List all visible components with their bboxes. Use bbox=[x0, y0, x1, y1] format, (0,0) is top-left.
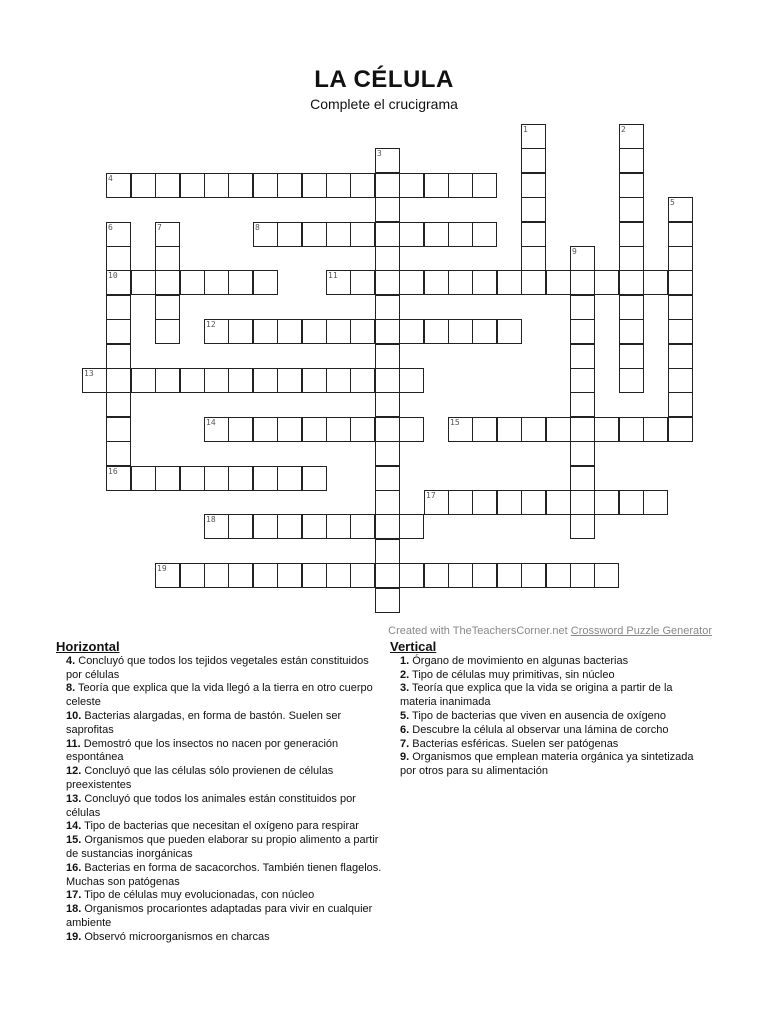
grid-cell[interactable] bbox=[326, 563, 351, 588]
grid-cell[interactable] bbox=[228, 319, 253, 344]
grid-cell[interactable] bbox=[399, 563, 424, 588]
horizontal-clue-list bbox=[56, 655, 386, 945]
grid-cell[interactable] bbox=[668, 392, 693, 417]
clue-number: 12 bbox=[206, 320, 216, 329]
grid-cell[interactable] bbox=[424, 173, 449, 198]
grid-cell[interactable] bbox=[228, 466, 253, 491]
grid-cell[interactable] bbox=[326, 417, 351, 442]
grid-cell[interactable] bbox=[253, 222, 278, 247]
grid-cell[interactable] bbox=[399, 222, 424, 247]
grid-cell[interactable] bbox=[302, 563, 327, 588]
grid-cell[interactable] bbox=[497, 490, 522, 515]
grid-cell[interactable] bbox=[253, 173, 278, 198]
grid-cell[interactable] bbox=[155, 270, 180, 295]
grid-cell[interactable] bbox=[350, 417, 375, 442]
grid-cell[interactable] bbox=[228, 563, 253, 588]
grid-cell[interactable] bbox=[277, 173, 302, 198]
grid-cell[interactable] bbox=[619, 490, 644, 515]
clue-text: Teoría que explica que la vida se origina a partir de la materia inanimada bbox=[400, 682, 673, 709]
grid-cell[interactable] bbox=[521, 490, 546, 515]
grid-cell[interactable] bbox=[619, 417, 644, 442]
grid-cell[interactable] bbox=[546, 563, 571, 588]
grid-cell[interactable] bbox=[521, 197, 546, 222]
grid-cell[interactable] bbox=[155, 466, 180, 491]
grid-cell[interactable] bbox=[472, 490, 497, 515]
grid-cell[interactable] bbox=[448, 319, 473, 344]
grid-cell[interactable] bbox=[399, 417, 424, 442]
clue-number: 17 bbox=[426, 491, 436, 500]
grid-cell[interactable] bbox=[204, 466, 229, 491]
grid-cell[interactable] bbox=[570, 441, 595, 466]
clue-item bbox=[56, 820, 386, 834]
grid-cell[interactable] bbox=[277, 222, 302, 247]
grid-cell[interactable] bbox=[375, 246, 400, 271]
grid-cell[interactable] bbox=[155, 319, 180, 344]
grid-cell[interactable] bbox=[302, 173, 327, 198]
grid-cell[interactable] bbox=[204, 368, 229, 393]
grid-cell[interactable] bbox=[594, 417, 619, 442]
grid-cell[interactable] bbox=[643, 270, 668, 295]
grid-cell[interactable] bbox=[204, 563, 229, 588]
grid-cell[interactable] bbox=[546, 417, 571, 442]
grid-cell[interactable] bbox=[155, 246, 180, 271]
grid-cell[interactable] bbox=[570, 490, 595, 515]
clue-text: Tipo de bacterias que necesitan el oxígeno para respirar bbox=[81, 820, 359, 833]
clue-number-label: 2. bbox=[400, 668, 410, 681]
grid-cell[interactable] bbox=[228, 173, 253, 198]
grid-cell[interactable] bbox=[424, 563, 449, 588]
grid-cell[interactable] bbox=[668, 319, 693, 344]
clue-text: Tipo de células muy evolucionadas, con núcleo bbox=[81, 889, 315, 902]
clue-item bbox=[390, 682, 710, 710]
grid-cell[interactable] bbox=[570, 246, 595, 271]
grid-cell[interactable] bbox=[253, 417, 278, 442]
grid-cell[interactable] bbox=[375, 222, 400, 247]
grid-cell[interactable] bbox=[497, 417, 522, 442]
clue-text: Concluyó que todos los tejidos vegetales están constituidos por células bbox=[66, 654, 369, 681]
grid-cell[interactable] bbox=[155, 173, 180, 198]
grid-cell[interactable] bbox=[375, 319, 400, 344]
clue-text: Organismos que emplean materia orgánica ya sintetizada por otros para su alimentación bbox=[400, 751, 694, 778]
clue-item bbox=[56, 682, 386, 710]
grid-cell[interactable] bbox=[570, 344, 595, 369]
grid-cell[interactable] bbox=[302, 222, 327, 247]
clue-number: 2 bbox=[621, 125, 626, 134]
grid-cell[interactable] bbox=[277, 368, 302, 393]
clue-item bbox=[56, 834, 386, 862]
grid-cell[interactable] bbox=[594, 490, 619, 515]
grid-cell[interactable] bbox=[277, 514, 302, 539]
grid-cell[interactable] bbox=[228, 270, 253, 295]
grid-cell[interactable] bbox=[448, 563, 473, 588]
clue-number: 19 bbox=[157, 564, 167, 573]
grid-cell[interactable] bbox=[131, 173, 156, 198]
clue-number-label: 14. bbox=[66, 820, 82, 833]
clue-number-label: 3. bbox=[400, 682, 410, 695]
clue-item bbox=[390, 655, 710, 669]
grid-cell[interactable] bbox=[668, 417, 693, 442]
clue-number-label: 5. bbox=[400, 709, 410, 722]
horizontal-clues bbox=[56, 640, 386, 945]
grid-cell[interactable] bbox=[521, 270, 546, 295]
grid-cell[interactable] bbox=[619, 173, 644, 198]
grid-cell[interactable] bbox=[326, 222, 351, 247]
grid-cell[interactable] bbox=[228, 368, 253, 393]
grid-cell[interactable] bbox=[106, 173, 131, 198]
grid-cell[interactable] bbox=[155, 563, 180, 588]
grid-cell[interactable] bbox=[521, 417, 546, 442]
clue-number-label: 18. bbox=[66, 903, 82, 916]
grid-cell[interactable] bbox=[106, 295, 131, 320]
grid-cell[interactable] bbox=[375, 368, 400, 393]
clue-item bbox=[56, 903, 386, 931]
clue-text: Organismos que pueden elaborar su propio alimento a partir de sustancias inorgánicas bbox=[66, 834, 379, 860]
grid-cell[interactable] bbox=[619, 124, 644, 149]
grid-cell[interactable] bbox=[375, 563, 400, 588]
grid-cell[interactable] bbox=[326, 514, 351, 539]
grid-cell[interactable] bbox=[277, 417, 302, 442]
clue-number-label: 4. bbox=[66, 654, 76, 667]
grid-cell[interactable] bbox=[424, 319, 449, 344]
grid-cell[interactable] bbox=[375, 466, 400, 491]
clue-number-label: 8. bbox=[66, 682, 76, 695]
clue-number: 6 bbox=[108, 223, 113, 232]
grid-cell[interactable] bbox=[472, 319, 497, 344]
grid-cell[interactable] bbox=[643, 490, 668, 515]
grid-cell[interactable] bbox=[448, 222, 473, 247]
grid-cell[interactable] bbox=[619, 319, 644, 344]
grid-cell[interactable] bbox=[253, 514, 278, 539]
clue-text: Teoría que explica que la vida llegó a la tierra en otro cuerpo celeste bbox=[66, 682, 373, 709]
grid-cell[interactable] bbox=[448, 490, 473, 515]
grid-cell[interactable] bbox=[521, 246, 546, 271]
page-title: LA CÉLULA bbox=[314, 66, 454, 93]
grid-cell[interactable] bbox=[350, 173, 375, 198]
clue-item bbox=[56, 793, 386, 821]
grid-cell[interactable] bbox=[399, 368, 424, 393]
grid-cell[interactable] bbox=[106, 319, 131, 344]
generator-link[interactable]: Crossword Puzzle Generator bbox=[570, 625, 712, 637]
grid-cell[interactable] bbox=[521, 124, 546, 149]
clue-text: Observó microorganismos en charcas bbox=[81, 930, 270, 943]
grid-cell[interactable] bbox=[204, 417, 229, 442]
grid-cell[interactable] bbox=[326, 270, 351, 295]
grid-cell[interactable] bbox=[253, 466, 278, 491]
grid-cell[interactable] bbox=[619, 295, 644, 320]
clue-item bbox=[56, 931, 386, 945]
clue-number-label: 6. bbox=[400, 723, 410, 736]
grid-cell[interactable] bbox=[448, 270, 473, 295]
clue-number-label: 12. bbox=[66, 765, 82, 778]
grid-cell[interactable] bbox=[399, 270, 424, 295]
grid-cell[interactable] bbox=[668, 344, 693, 369]
grid-cell[interactable] bbox=[546, 490, 571, 515]
grid-cell[interactable] bbox=[472, 563, 497, 588]
grid-cell[interactable] bbox=[204, 173, 229, 198]
grid-cell[interactable] bbox=[131, 270, 156, 295]
grid-cell[interactable] bbox=[106, 368, 131, 393]
clue-number-label: 17. bbox=[66, 889, 82, 902]
grid-cell[interactable] bbox=[570, 466, 595, 491]
grid-cell[interactable] bbox=[643, 417, 668, 442]
grid-cell[interactable] bbox=[375, 270, 400, 295]
grid-cell[interactable] bbox=[424, 490, 449, 515]
grid-cell[interactable] bbox=[253, 319, 278, 344]
grid-cell[interactable] bbox=[106, 466, 131, 491]
page-subtitle: Complete el crucigrama bbox=[310, 96, 458, 112]
clue-item bbox=[56, 738, 386, 766]
grid-cell[interactable] bbox=[375, 490, 400, 515]
clue-number-label: 1. bbox=[400, 654, 410, 667]
grid-cell[interactable] bbox=[619, 270, 644, 295]
grid-cell[interactable] bbox=[668, 222, 693, 247]
grid-cell[interactable] bbox=[302, 514, 327, 539]
clue-number-label: 15. bbox=[66, 834, 82, 847]
grid-cell[interactable] bbox=[350, 368, 375, 393]
grid-cell[interactable] bbox=[375, 197, 400, 222]
clue-number: 7 bbox=[157, 223, 162, 232]
grid-cell[interactable] bbox=[155, 222, 180, 247]
clue-number: 8 bbox=[255, 223, 260, 232]
grid-cell[interactable] bbox=[570, 417, 595, 442]
grid-cell[interactable] bbox=[350, 222, 375, 247]
grid-cell[interactable] bbox=[472, 270, 497, 295]
grid-cell[interactable] bbox=[228, 417, 253, 442]
grid-cell[interactable] bbox=[326, 173, 351, 198]
grid-cell[interactable] bbox=[619, 246, 644, 271]
clue-text: Bacterias en forma de sacacorchos. También tienen flagelos. Muchas son patógenas bbox=[66, 861, 382, 888]
clue-number: 9 bbox=[572, 247, 577, 256]
clue-number: 18 bbox=[206, 515, 216, 524]
clue-number-label: 11. bbox=[66, 737, 81, 750]
grid-cell[interactable] bbox=[668, 197, 693, 222]
grid-cell[interactable] bbox=[106, 246, 131, 271]
grid-cell[interactable] bbox=[521, 563, 546, 588]
grid-cell[interactable] bbox=[155, 368, 180, 393]
grid-cell[interactable] bbox=[619, 148, 644, 173]
grid-cell[interactable] bbox=[570, 270, 595, 295]
clue-text: Bacterias alargadas, en forma de bastón. Suelen ser saprofitas bbox=[66, 709, 342, 736]
grid-cell[interactable] bbox=[570, 563, 595, 588]
clue-text: Tipo de bacterias que viven en ausencia de oxígeno bbox=[409, 709, 667, 722]
grid-cell[interactable] bbox=[204, 270, 229, 295]
credit-prefix: Created with TheTeachersCorner.net bbox=[388, 625, 571, 637]
grid-cell[interactable] bbox=[521, 222, 546, 247]
grid-cell[interactable] bbox=[570, 295, 595, 320]
clue-number: 13 bbox=[84, 369, 94, 378]
grid-cell[interactable] bbox=[302, 417, 327, 442]
grid-cell[interactable] bbox=[375, 392, 400, 417]
grid-cell[interactable] bbox=[277, 319, 302, 344]
grid-cell[interactable] bbox=[424, 270, 449, 295]
grid-cell[interactable] bbox=[302, 466, 327, 491]
grid-cell[interactable] bbox=[472, 222, 497, 247]
clue-item bbox=[56, 710, 386, 738]
clue-item bbox=[56, 765, 386, 793]
grid-cell[interactable] bbox=[82, 368, 107, 393]
grid-cell[interactable] bbox=[180, 466, 205, 491]
grid-cell[interactable] bbox=[497, 563, 522, 588]
grid-cell[interactable] bbox=[472, 417, 497, 442]
grid-cell[interactable] bbox=[375, 148, 400, 173]
grid-cell[interactable] bbox=[228, 514, 253, 539]
clue-number-label: 9. bbox=[400, 751, 410, 764]
clue-text: Tipo de células muy primitivas, sin núcleo bbox=[409, 668, 615, 681]
grid-cell[interactable] bbox=[399, 319, 424, 344]
grid-cell[interactable] bbox=[594, 563, 619, 588]
clue-text: Concluyó que todos los animales están constituidos por células bbox=[66, 792, 356, 819]
clue-number: 4 bbox=[108, 174, 113, 183]
clue-number-label: 13. bbox=[66, 792, 82, 805]
grid-cell[interactable] bbox=[668, 270, 693, 295]
grid-cell[interactable] bbox=[253, 563, 278, 588]
clue-number-label: 16. bbox=[66, 861, 82, 874]
clue-text: Bacterias esféricas. Suelen ser patógenas bbox=[409, 737, 619, 750]
clue-number: 16 bbox=[108, 467, 118, 476]
grid-cell[interactable] bbox=[106, 270, 131, 295]
grid-cell[interactable] bbox=[155, 295, 180, 320]
grid-cell[interactable] bbox=[375, 588, 400, 613]
grid-cell[interactable] bbox=[350, 514, 375, 539]
grid-cell[interactable] bbox=[619, 368, 644, 393]
clue-text: Demostró que los insectos no nacen por generación espontánea bbox=[66, 737, 339, 764]
clue-item bbox=[390, 724, 710, 738]
clue-item bbox=[390, 738, 710, 752]
clue-item bbox=[56, 862, 386, 890]
grid-cell[interactable] bbox=[180, 368, 205, 393]
clue-number: 3 bbox=[377, 149, 382, 158]
grid-cell[interactable] bbox=[497, 270, 522, 295]
grid-cell[interactable] bbox=[399, 173, 424, 198]
horizontal-heading: Horizontal bbox=[56, 639, 120, 654]
grid-cell[interactable] bbox=[131, 466, 156, 491]
grid-cell[interactable] bbox=[106, 222, 131, 247]
grid-cell[interactable] bbox=[350, 319, 375, 344]
clue-text: Concluyó que las células sólo provienen de células preexistentes bbox=[66, 765, 334, 791]
clue-number-label: 10. bbox=[66, 709, 82, 722]
grid-cell[interactable] bbox=[106, 344, 131, 369]
grid-cell[interactable] bbox=[448, 417, 473, 442]
grid-cell[interactable] bbox=[375, 417, 400, 442]
clue-number-label: 7. bbox=[400, 737, 410, 750]
clue-number: 10 bbox=[108, 271, 118, 280]
grid-cell[interactable] bbox=[253, 270, 278, 295]
grid-cell[interactable] bbox=[375, 441, 400, 466]
grid-cell[interactable] bbox=[326, 368, 351, 393]
grid-cell[interactable] bbox=[521, 148, 546, 173]
grid-cell[interactable] bbox=[619, 344, 644, 369]
vertical-clues bbox=[390, 640, 710, 779]
clue-text: Organismos procariontes adaptadas para vivir en cualquier ambiente bbox=[66, 903, 373, 929]
clue-item bbox=[56, 655, 386, 683]
clue-item bbox=[56, 889, 386, 903]
grid-cell[interactable] bbox=[570, 514, 595, 539]
clue-text: Descubre la célula al observar una lámina de corcho bbox=[409, 723, 669, 736]
grid-cell[interactable] bbox=[350, 270, 375, 295]
grid-cell[interactable] bbox=[180, 270, 205, 295]
grid-cell[interactable] bbox=[375, 295, 400, 320]
grid-cell[interactable] bbox=[448, 173, 473, 198]
grid-cell[interactable] bbox=[375, 514, 400, 539]
grid-cell[interactable] bbox=[472, 173, 497, 198]
clue-number-label: 19. bbox=[66, 930, 82, 943]
grid-cell[interactable] bbox=[521, 173, 546, 198]
grid-cell[interactable] bbox=[546, 270, 571, 295]
grid-cell[interactable] bbox=[106, 392, 131, 417]
clue-number: 15 bbox=[450, 418, 460, 427]
grid-cell[interactable] bbox=[277, 466, 302, 491]
clue-text: Órgano de movimiento en algunas bacterias bbox=[409, 654, 629, 667]
credit-line bbox=[388, 625, 712, 637]
clue-item bbox=[390, 669, 710, 683]
clue-number: 1 bbox=[523, 125, 528, 134]
grid-cell[interactable] bbox=[204, 319, 229, 344]
clue-number: 5 bbox=[670, 198, 675, 207]
grid-cell[interactable] bbox=[424, 222, 449, 247]
grid-cell[interactable] bbox=[180, 173, 205, 198]
grid-cell[interactable] bbox=[570, 319, 595, 344]
vertical-clue-list bbox=[390, 655, 710, 779]
grid-cell[interactable] bbox=[668, 295, 693, 320]
grid-cell[interactable] bbox=[106, 417, 131, 442]
grid-cell[interactable] bbox=[375, 539, 400, 564]
grid-cell[interactable] bbox=[302, 319, 327, 344]
grid-cell[interactable] bbox=[375, 173, 400, 198]
grid-cell[interactable] bbox=[375, 344, 400, 369]
grid-cell[interactable] bbox=[570, 368, 595, 393]
vertical-heading: Vertical bbox=[390, 639, 437, 654]
grid-cell[interactable] bbox=[302, 368, 327, 393]
grid-cell[interactable] bbox=[106, 441, 131, 466]
grid-cell[interactable] bbox=[204, 514, 229, 539]
grid-cell[interactable] bbox=[326, 319, 351, 344]
grid-cell[interactable] bbox=[399, 514, 424, 539]
grid-cell[interactable] bbox=[668, 368, 693, 393]
grid-cell[interactable] bbox=[570, 392, 595, 417]
grid-cell[interactable] bbox=[277, 563, 302, 588]
clue-number: 14 bbox=[206, 418, 216, 427]
grid-cell[interactable] bbox=[253, 368, 278, 393]
clue-number: 11 bbox=[328, 271, 338, 280]
clue-item bbox=[390, 710, 710, 724]
grid-cell[interactable] bbox=[497, 319, 522, 344]
grid-cell[interactable] bbox=[668, 246, 693, 271]
grid-cell[interactable] bbox=[180, 563, 205, 588]
clue-item bbox=[390, 751, 710, 779]
grid-cell[interactable] bbox=[619, 197, 644, 222]
grid-cell[interactable] bbox=[131, 368, 156, 393]
grid-cell[interactable] bbox=[619, 222, 644, 247]
grid-cell[interactable] bbox=[350, 563, 375, 588]
grid-cell[interactable] bbox=[594, 270, 619, 295]
